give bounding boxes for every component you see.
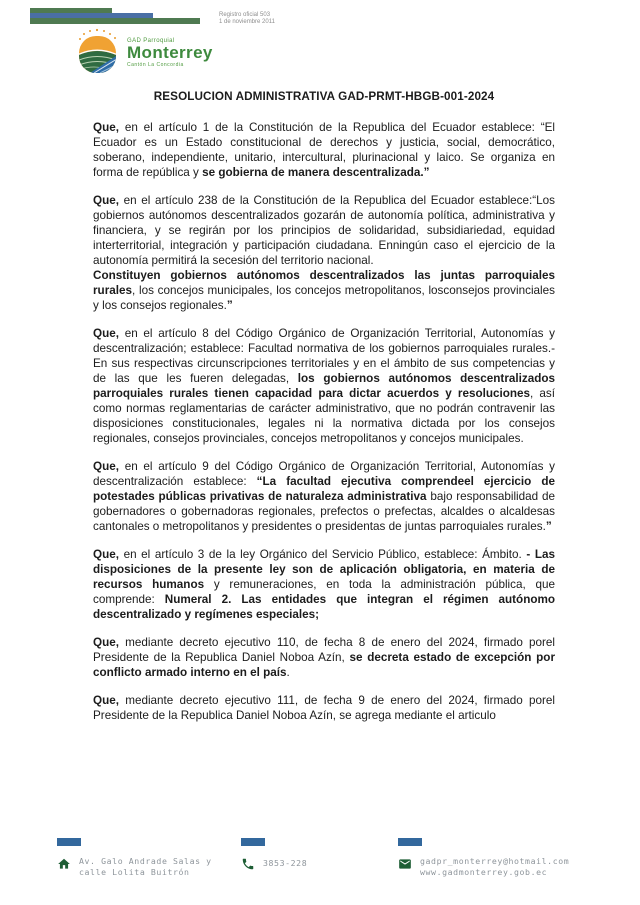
text-run: se decreta estado de excepción por conflicto armado interno en el país — [93, 651, 555, 679]
footer-address-text — [79, 856, 212, 877]
text-run: Que, — [93, 636, 119, 649]
document-body — [93, 90, 555, 736]
logo — [74, 28, 213, 81]
text-run: en el artículo 3 de la ley Orgánico del Servicio Público, establece: Ámbito. — [118, 548, 527, 561]
text-run: Que, — [93, 121, 119, 134]
footer-address-block — [57, 838, 212, 877]
paragraph-1 — [93, 120, 555, 180]
text-run: en el artículo 9 del Código Orgánico de Organización Territorial, Autonomías y descentralización establece: — [93, 460, 555, 488]
paragraph-3 — [93, 326, 555, 446]
text-run: mediante decreto ejecutivo 110, de fecha 8 de enero del 2024, firmado porel Presidente de la Republica Daniel Noboa Azín, — [93, 636, 555, 664]
text-run: Que, — [93, 460, 119, 473]
footer-accent-bar — [398, 838, 422, 846]
document-title: RESOLUCION ADMINISTRATIVA GAD-PRMT-HBGB-001-2024 — [153, 90, 495, 103]
paragraph-4 — [93, 459, 555, 534]
footer-accent-bar — [57, 838, 81, 846]
text-run: se gobierna de manera descentralizada.” — [202, 166, 430, 179]
text-run: , así como normas reglamentarias de carácter administrativo, que no podrán contravenir las disposiciones constitucionales, legales ni la normativa dictada por los consejos regionales, consejos provinciales, concejos metropolitanos y concejos municipales. — [93, 387, 555, 445]
text-run: en el artículo 8 del Código Orgánico de Organización Territorial, Autonomías y descentralización; establece: Facultad normativa de los gobiernos parroquiales rurales.- En sus respectivas circunscripciones territoriales y en el ámbito de sus competencias y de las que les fueren delegadas, — [93, 327, 555, 385]
footer-contact-block — [398, 838, 569, 877]
text-run: mediante decreto ejecutivo 111, de fecha 9 de enero del 2024, firmado porel Presidente de la Republica Daniel Noboa Azín, se agrega mediante el articulo — [93, 694, 555, 722]
text-run: Que, — [93, 327, 119, 340]
home-icon — [57, 857, 71, 871]
text-run: Que, — [93, 548, 119, 561]
phone-icon — [241, 857, 255, 871]
logo-text — [127, 28, 213, 81]
text-run: - Las disposiciones de la presente ley son de aplicación obligatoria, en materia de recursos humanos — [93, 548, 555, 591]
text-run: Numeral 2. Las entidades que integran el régimen autónomo descentralizado y regímenes especiales; — [93, 593, 556, 621]
paragraph-7 — [93, 693, 555, 723]
logo-tagline: Cantón La Concordia — [127, 62, 184, 68]
text-run: . — [286, 666, 290, 679]
registro-line1: Registro oficial 503 — [219, 12, 271, 18]
text-run: los gobiernos autónomos descentralizados parroquiales rurales tienen capacidad para dictar acuerdos y resoluciones — [93, 372, 555, 400]
footer-phone-text: 3853-228 — [263, 858, 308, 869]
registro-note — [219, 12, 275, 26]
text-run: ” — [545, 520, 552, 533]
text-run: en el artículo 238 de la Constitución de la Republica del Ecuador establece:“Los gobiernos autónomos descentralizados gozarán de autonomía política, administrativa y financiera, y se regirán por los principios de solidaridad, subsidiariedad, equidad interterritorial, integración y participación ciudadana. Enningún caso el ejercicio de la autonomía permitirá la secesión del territorio nacional. — [93, 194, 555, 267]
footer-website: www.gadmonterrey.gob.ec — [420, 866, 548, 877]
address-line1: Av. Galo Andrade Salas y — [79, 856, 212, 866]
header-bar-green-bottom — [30, 18, 200, 24]
text-run: ” — [226, 299, 233, 312]
registro-line2: 1 de noviembre 2011 — [219, 19, 275, 25]
address-line2: calle Lolita Buitrón — [79, 866, 190, 877]
text-run: Constituyen gobiernos autónomos descentralizados las juntas parroquiales rurales — [93, 269, 555, 297]
footer-phone-block — [241, 838, 307, 871]
text-run: “La facultad ejecutiva comprendeel ejercicio de potestades públicas privativas de naturaleza administrativa — [93, 475, 556, 503]
paragraph-6 — [93, 635, 555, 680]
text-run: en el artículo 1 de la Constitución de la Republica del Ecuador establece: “El Ecuador es un Estado constitucional de derechos y justicia, social, democrático, soberano, independiente, unitario, intercultural, plurinacional y laico. Se organiza en forma de república y — [93, 121, 555, 179]
footer-contact-text — [420, 856, 569, 877]
paragraph-2 — [93, 193, 555, 313]
text-run: Que, — [93, 694, 119, 707]
footer-email: gadpr_monterrey@hotmail.com — [420, 856, 570, 866]
footer-accent-bar — [241, 838, 265, 846]
logo-emblem-icon — [74, 28, 122, 81]
text-run: Que, — [93, 194, 119, 207]
logo-name: Monterrey — [127, 43, 213, 62]
paragraph-5 — [93, 547, 555, 622]
text-run: , los concejos municipales, los concejos metropolitanos, losconsejos provinciales y los consejos regionales. — [93, 284, 555, 312]
logo-small-title: GAD Parroquial — [127, 38, 175, 44]
text-run: y remuneraciones, en toda la administración pública, que comprende: — [93, 578, 555, 606]
text-run: bajo responsabilidad de gobernadores o gobernadoras regionales, prefectos o prefectas, alcaldes o alcaldesas cantonales o metropolitanos y presidentes o presidentas de juntas parroquiales rurales. — [93, 490, 555, 533]
mail-icon — [398, 857, 412, 871]
